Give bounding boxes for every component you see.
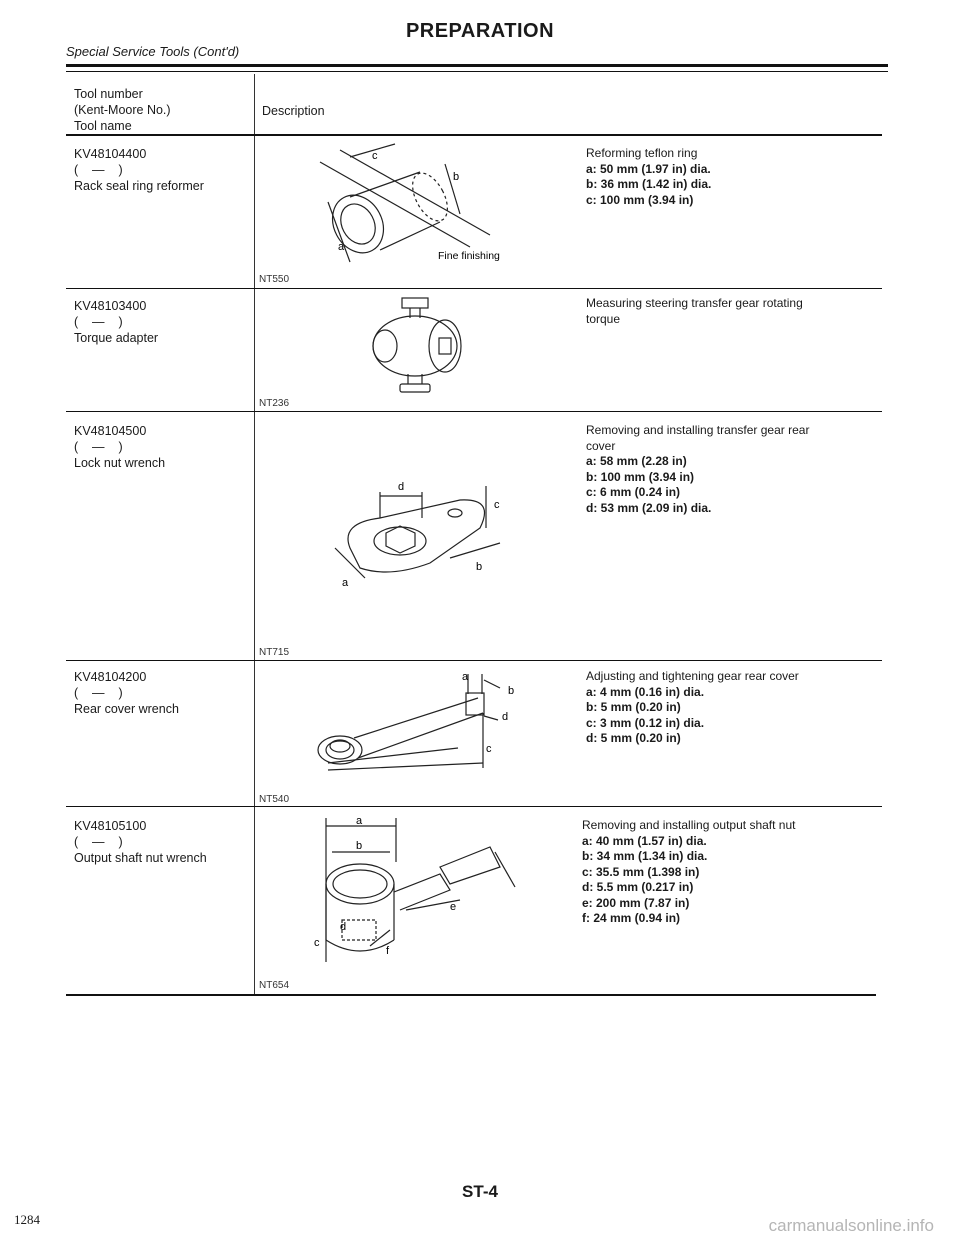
bottom-rule: [66, 994, 876, 996]
table-row: [74, 669, 179, 717]
figure-label-a: a: [338, 241, 345, 253]
page-number: 1284: [14, 1212, 40, 1227]
figure-label-b: b: [476, 561, 483, 573]
spec-line: c: 35.5 mm (1.398 in): [582, 864, 700, 879]
description-line: cover: [586, 438, 616, 453]
spec-line: c: 100 mm (3.94 in): [586, 192, 694, 207]
tool-name: Torque adapter: [74, 331, 159, 345]
section-subtitle: Special Service Tools (Cont'd): [66, 44, 240, 59]
tool-description: [586, 423, 809, 516]
table-row: [74, 423, 165, 471]
description-line: Adjusting and tightening gear rear cover: [586, 669, 799, 683]
kent-moore-number: ( — ): [74, 440, 123, 454]
kent-moore-number: ( — ): [74, 163, 123, 177]
top-rule-thick: [66, 64, 888, 67]
description-line: Removing and installing transfer gear rear: [586, 423, 810, 437]
tool-name: Rack seal ring reformer: [74, 179, 204, 193]
output-shaft-nut-wrench-figure: [300, 812, 530, 972]
tool-number: KV48105100: [74, 819, 147, 833]
row-separator: [66, 288, 882, 289]
tool-number: KV48103400: [74, 299, 147, 313]
nt-code: NT654: [259, 980, 290, 991]
figure-label-d: d: [340, 921, 347, 933]
spec-line: d: 5 mm (0.20 in): [586, 731, 681, 745]
description-line: torque: [586, 311, 621, 326]
header-tool-number: Tool number: [74, 87, 143, 101]
tool-number: KV48104500: [74, 424, 147, 438]
header-separator: [66, 134, 882, 136]
tool-name: Rear cover wrench: [74, 702, 179, 716]
spec-line: c: 3 mm (0.12 in) dia.: [586, 715, 705, 730]
figure-label-c: c: [486, 743, 492, 755]
top-rule-thin: [66, 71, 888, 72]
row-separator: [66, 660, 882, 661]
lock-nut-wrench-figure: [320, 478, 520, 598]
spec-line: f: 24 mm (0.94 in): [582, 911, 681, 925]
spec-line: c: 6 mm (0.24 in): [586, 485, 681, 499]
row-separator: [66, 806, 882, 807]
table-row: [74, 298, 158, 346]
figure-label-a: a: [462, 671, 469, 683]
tool-description: [582, 818, 795, 927]
section-page-number: ST-4: [462, 1182, 498, 1201]
tool-column-header: [74, 86, 171, 134]
figure-label-b: b: [508, 685, 515, 697]
row-separator: [66, 411, 882, 412]
figure-label-d: d: [398, 481, 405, 493]
figure-label-a: a: [356, 815, 363, 827]
description-column-header: Description: [262, 104, 325, 118]
table-row: [74, 146, 204, 194]
table-row: [74, 818, 207, 866]
spec-line: a: 40 mm (1.57 in) dia.: [582, 833, 707, 848]
spec-line: e: 200 mm (7.87 in): [582, 895, 690, 910]
spec-line: a: 58 mm (2.28 in): [586, 454, 687, 468]
figure-label-a: a: [342, 577, 349, 589]
figure-label-e: e: [450, 901, 457, 913]
tool-number: KV48104200: [74, 670, 147, 684]
figure-label-d: d: [502, 711, 509, 723]
spec-line: d: 5.5 mm (0.217 in): [582, 880, 694, 894]
rack-seal-ring-reformer-figure: [300, 142, 540, 272]
figure-label-c: c: [372, 150, 378, 162]
tool-description: [586, 296, 803, 327]
figure-label-fine-finishing: Fine finishing: [438, 250, 500, 262]
figure-label-c: c: [494, 499, 500, 511]
header-kent-moore: (Kent-Moore No.): [74, 103, 171, 117]
kent-moore-number: ( — ): [74, 686, 123, 700]
tool-description: [586, 146, 711, 208]
page-title: PREPARATION: [405, 20, 555, 42]
nt-code: NT550: [259, 274, 290, 285]
spec-line: b: 34 mm (1.34 in) dia.: [582, 849, 708, 863]
rear-cover-wrench-figure: [308, 668, 518, 786]
spec-line: b: 5 mm (0.20 in): [586, 700, 681, 714]
torque-adapter-figure: [360, 296, 470, 400]
figure-label-c: c: [314, 937, 320, 949]
spec-line: a: 50 mm (1.97 in) dia.: [586, 161, 711, 176]
watermark: carmanualsonline.info: [768, 1216, 934, 1235]
description-line: Reforming teflon ring: [586, 146, 698, 160]
header-tool-name: Tool name: [74, 119, 132, 133]
spec-line: b: 36 mm (1.42 in) dia.: [586, 177, 712, 191]
tool-name: Lock nut wrench: [74, 456, 166, 470]
nt-code: NT715: [259, 647, 290, 658]
spec-line: a: 4 mm (0.16 in) dia.: [586, 684, 705, 699]
figure-label-f: f: [386, 945, 390, 957]
spec-line: b: 100 mm (3.94 in): [586, 469, 695, 484]
figure-label-b: b: [453, 171, 460, 183]
figure-label-b: b: [356, 840, 363, 852]
column-divider: [254, 74, 255, 996]
description-line: Removing and installing output shaft nut: [582, 818, 796, 832]
tool-number: KV48104400: [74, 147, 147, 161]
description-line: Measuring steering transfer gear rotating: [586, 296, 803, 310]
kent-moore-number: ( — ): [74, 315, 123, 329]
nt-code: NT236: [259, 398, 290, 409]
tool-description: [586, 669, 799, 747]
nt-code: NT540: [259, 794, 290, 805]
tool-name: Output shaft nut wrench: [74, 851, 207, 865]
kent-moore-number: ( — ): [74, 835, 123, 849]
spec-line: d: 53 mm (2.09 in) dia.: [586, 500, 712, 515]
